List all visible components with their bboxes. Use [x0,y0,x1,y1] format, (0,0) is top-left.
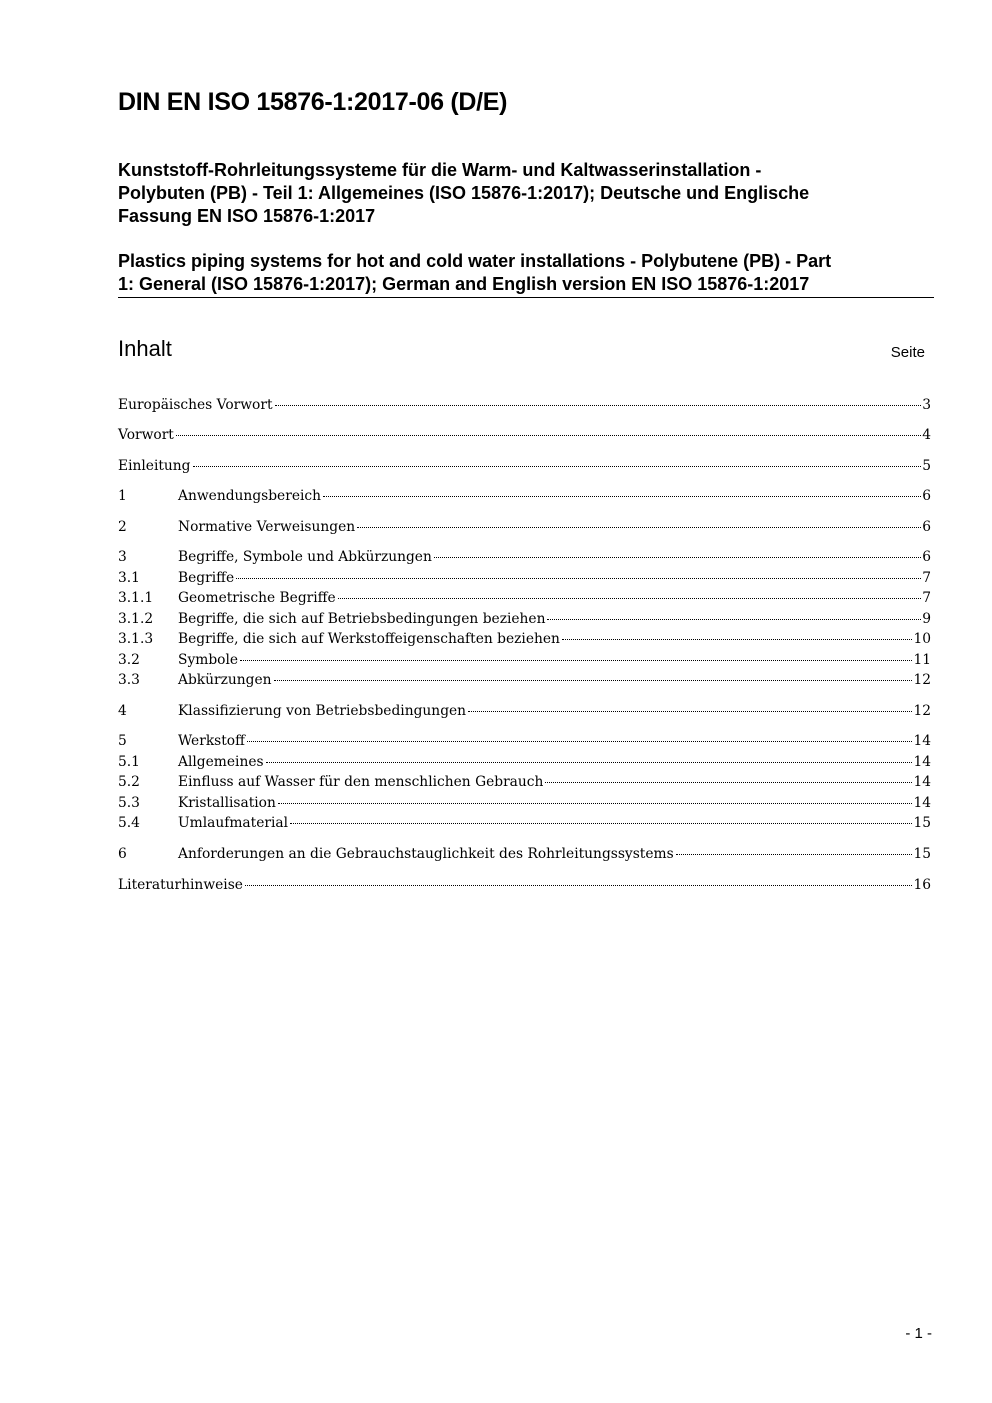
title-german-line: Polybuten (PB) - Teil 1: Allgemeines (ISO 15876-1:2017); Deutsche und Englische [118,183,810,203]
toc-entry-number: 2 [118,519,127,535]
toc-dot-leader [266,762,913,763]
toc-entry[interactable] [118,629,931,649]
toc-dot-leader [357,527,921,528]
title-german-line: Kunststoff-Rohrleitungssysteme für die Warm- und Kaltwasserinstallation - [118,160,762,180]
toc-entry-number: 5.1 [118,754,140,770]
toc-entry[interactable] [118,425,931,445]
toc-entry-title: Anforderungen an die Gebrauchstauglichkeit des Rohrleitungssystems [178,846,674,862]
toc-entry-title: Vorwort [118,427,174,443]
toc-dot-leader [290,823,912,824]
toc-entry-page: 6 [922,519,931,535]
toc-entry[interactable] [118,609,931,629]
title-english-line: 1: General (ISO 15876-1:2017); German and English version EN ISO 15876-1:2017 [118,274,810,294]
toc-entry-number: 5.2 [118,774,140,790]
toc-entry-number: 5.3 [118,795,140,811]
toc-entry-title: Europäisches Vorwort [118,397,273,413]
toc-entry-page: 14 [913,774,931,790]
toc-entry[interactable] [118,395,931,415]
toc-heading: Inhalt [118,336,172,361]
toc-dot-leader [676,854,913,855]
toc-entry[interactable] [118,670,931,690]
toc-entry-number: 3.1.3 [118,631,154,647]
toc-dot-leader [240,660,912,661]
toc-entry[interactable] [118,588,931,608]
toc-entry-title: Begriffe, die sich auf Werkstoffeigenschaften beziehen [178,631,560,647]
toc-entry-number: 3 [118,549,127,565]
title-german [118,159,934,228]
toc-entry-page: 7 [922,590,931,606]
toc-entry-title: Literaturhinweise [118,877,243,893]
title-divider [118,297,934,298]
toc-entry-title: Begriffe, die sich auf Betriebsbedingungen beziehen [178,611,546,627]
toc-dot-leader [562,639,913,640]
toc-entry-number: 1 [118,488,127,504]
toc-entry-number: 5 [118,733,127,749]
toc-entry-page: 15 [913,815,931,831]
toc-entry-title: Abkürzungen [178,672,272,688]
toc-dot-leader [193,466,922,467]
toc-dot-leader [338,598,922,599]
toc-dot-leader [547,619,921,620]
toc-dot-leader [278,803,913,804]
toc-entry-page: 15 [913,846,931,862]
toc-entry-page: 16 [913,877,931,893]
toc-entry-page: 14 [913,754,931,770]
toc-entry-number: 3.1.1 [118,590,154,606]
toc-entry-title: Klassifizierung von Betriebsbedingungen [178,703,467,719]
toc-entry[interactable] [118,650,931,670]
toc-entry[interactable] [118,568,931,588]
toc-entry-page: 11 [913,652,931,668]
title-german-line: Fassung EN ISO 15876-1:2017 [118,206,376,226]
toc-entry-page: 14 [913,795,931,811]
toc-entry-number: 3.3 [118,672,140,688]
toc-entry-number: 4 [118,703,127,719]
toc-dot-leader [323,496,921,497]
toc-entry-title: Einleitung [118,458,191,474]
toc-entry-title: Werkstoff [178,733,245,749]
toc-dot-leader [434,557,921,558]
toc-entry[interactable] [118,844,931,864]
toc-entry[interactable] [118,731,931,751]
toc-dot-leader [236,578,921,579]
toc-entry-title: Begriffe, Symbole und Abkürzungen [178,549,432,565]
toc-entry-number: 6 [118,846,127,862]
toc-entry-page: 4 [922,427,931,443]
toc-entry-page: 7 [922,570,931,586]
toc-entry-page: 9 [922,611,931,627]
toc-entry-title: Einfluss auf Wasser für den menschlichen Gebrauch [178,774,544,790]
toc-entry-page: 6 [922,549,931,565]
toc-entry-number: 3.1.2 [118,611,154,627]
toc-entry-title: Kristallisation [178,795,276,811]
toc-entry-page: 12 [913,703,931,719]
toc-dot-leader [545,782,912,783]
toc-entry[interactable] [118,486,931,506]
toc-page-column-label: Seite [890,344,925,361]
toc-entry[interactable] [118,547,931,567]
toc-entry-page: 10 [913,631,931,647]
toc-dot-leader [275,405,922,406]
toc-entry-title: Begriffe [178,570,235,586]
toc-entry-title: Normative Verweisungen [178,519,356,535]
toc-entry[interactable] [118,875,931,895]
toc-entry[interactable] [118,456,931,476]
toc-entry-page: 3 [922,397,931,413]
page-number: - 1 - [905,1325,932,1342]
toc-entry[interactable] [118,813,931,833]
toc-entry-title: Anwendungsbereich [178,488,322,504]
toc-entry-page: 5 [922,458,931,474]
toc-entry-title: Geometrische Begriffe [178,590,336,606]
toc-dot-leader [468,711,912,712]
toc-dot-leader [247,741,913,742]
toc-entry[interactable] [118,793,931,813]
title-english-line: Plastics piping systems for hot and cold water installations - Polybutene (PB) - Part [118,251,832,271]
toc-entry-number: 3.1 [118,570,140,586]
title-english [118,250,934,296]
toc-entry[interactable] [118,772,931,792]
toc-entry[interactable] [118,701,931,721]
document-id: DIN EN ISO 15876-1:2017-06 (D/E) [118,88,508,116]
toc-dot-leader [245,885,912,886]
toc-entry[interactable] [118,517,931,537]
toc-dot-leader [274,680,913,681]
toc-entry-page: 12 [913,672,931,688]
toc-dot-leader [176,435,921,436]
toc-entry-page: 14 [913,733,931,749]
toc-entry-title: Umlaufmaterial [178,815,289,831]
toc-entry-page: 6 [922,488,931,504]
toc-entry-number: 5.4 [118,815,140,831]
toc-entry-title: Symbole [178,652,239,668]
toc-entry[interactable] [118,752,931,772]
toc-entry-title: Allgemeines [178,754,264,770]
toc-entry-number: 3.2 [118,652,140,668]
